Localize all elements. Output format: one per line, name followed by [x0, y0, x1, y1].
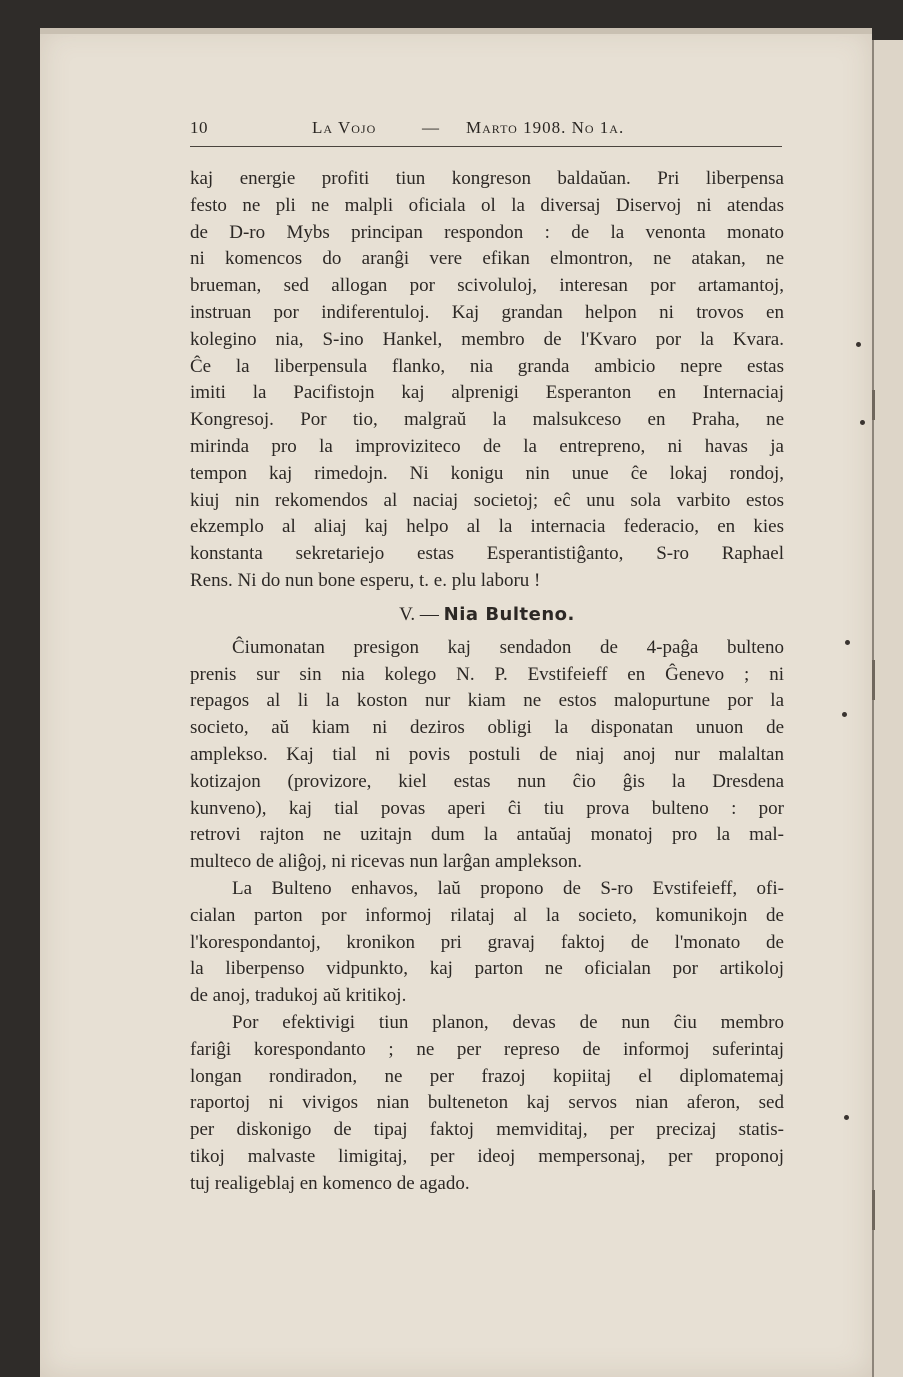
- section-heading: [190, 595, 784, 635]
- text-line: fariĝi korespondanto ; ne per represo de informoj suferintaj: [190, 1038, 784, 1060]
- text-line: societo, aŭ kiam ni deziros obligi la disponatan unuon de: [190, 717, 784, 739]
- text-line: kunveno), kaj tial povas aperi ĉi tiu prova bulteno : por: [190, 797, 784, 819]
- text-line: l'korespondantoj, kronikon pri gravaj faktoj de l'monato de: [190, 931, 784, 953]
- section-title: Nia Bulteno.: [443, 603, 575, 625]
- text-line: instruan por indiferentuloj. Kaj grandan helpon ni trovos en: [190, 301, 784, 323]
- text-line: Por efektivigi tiun planon, devas de nun ĉiu membro: [232, 1011, 784, 1033]
- spine-mark: [872, 1190, 875, 1230]
- text-line: kolegino nia, S-ino Hankel, membro de l'Kvaro por la Kvara.: [190, 328, 784, 350]
- spine-mark: [872, 390, 875, 420]
- paragraph: [190, 1010, 784, 1198]
- text-line: Ĉe la liberpensula flanko, nia granda ambicio nepre estas: [190, 355, 784, 377]
- margin-speck: [842, 712, 847, 717]
- spine-mark: [872, 660, 875, 700]
- paragraph: [190, 876, 784, 1010]
- text-line: konstanta sekretariejo estas Esperantistiĝanto, S-ro Raphael: [190, 543, 784, 565]
- page-number: 10: [190, 118, 208, 137]
- text-line: La Bulteno enhavos, laŭ propono de S-ro Evstifeieff, ofi-: [232, 877, 784, 899]
- margin-speck: [845, 640, 850, 645]
- text-line: ekzemplo al aliaj kaj helpo al la internacia federacio, en kies: [190, 516, 784, 538]
- text-line: kiuj nin rekomendos al naciaj societoj; eĉ unu sola varbito estos: [190, 489, 784, 511]
- text-line: tuj realigeblaj en komenco de agado.: [190, 1172, 470, 1194]
- text-line: kaj energie profiti tiun kongreson baldaŭan. Pri liberpensa: [190, 168, 784, 189]
- paragraph: [190, 635, 784, 876]
- text-line: de anoj, tradukoj aŭ kritikoj.: [190, 985, 407, 1007]
- paragraph: [190, 354, 784, 595]
- article-body: [190, 166, 784, 1197]
- text-line: amplekso. Kaj tial ni povis postuli de niaj anoj nur malaltan: [190, 743, 784, 765]
- text-line: multeco de aliĝoj, ni ricevas nun larĝan amplekson.: [190, 851, 583, 873]
- text-line: Ĉiumonatan presigon kaj sendadon de 4-paĝa bulteno: [232, 636, 784, 658]
- adjacent-page-edge: [872, 40, 903, 1377]
- section-number: V. —: [399, 603, 439, 625]
- text-line: imiti la Pacifistojn kaj alprenigi Esperanton en Internaciaj: [190, 382, 784, 404]
- margin-speck: [856, 342, 861, 347]
- text-line: tikoj malvaste limigitaj, per ideoj mempersonaj, per proponoj: [190, 1145, 784, 1167]
- text-line: kotizajon (provizore, kiel estas nun ĉio ĝis la Dresdena: [190, 770, 784, 792]
- text-line: retrovi rajton ne uzitajn dum la antaŭaj monatoj pro la mal-: [190, 824, 784, 846]
- text-line: tempon kaj rimedojn. Ni konigu nin unue ĉe lokaj rondoj,: [190, 462, 784, 484]
- text-line: Kongresoj. Por tio, malgraŭ la malsukceso en Praha, ne: [190, 409, 784, 431]
- text-line: mirinda pro la improviziteco de la entrepreno, ni havas ja: [190, 435, 784, 457]
- page-top-edge: [40, 28, 872, 34]
- margin-speck: [860, 420, 865, 425]
- text-line: longan rondiradon, ne per frazoj kopiitaj el diplomatemaj: [190, 1065, 784, 1087]
- header-separator: —: [422, 118, 440, 137]
- journal-title: La Vojo: [312, 118, 377, 137]
- issue-date: Marto 1908. No 1a.: [466, 118, 625, 137]
- text-line: per diskonigo de tipaj faktoj memviditaj, per precizaj statis-: [190, 1119, 784, 1141]
- running-header: [150, 118, 782, 142]
- text-line: prenis sur sin nia kolego N. P. Evstifeieff en Ĝenevo ; ni: [190, 663, 784, 685]
- text-line: la liberpenso vidpunkto, kaj parton ne oficialan por artikoloj: [190, 958, 784, 980]
- text-line: raportoj ni vivigos nian bulteneton kaj servos nian aferon, sed: [190, 1092, 784, 1114]
- text-line: repagos al li la koston nur kiam ne estos malopurtune por la: [190, 690, 784, 712]
- text-line: de D-ro Mybs principan respondon : de la venonta monato: [190, 221, 784, 243]
- text-line: brueman, sed allogan por scivoluloj, interesan por artamantoj,: [190, 275, 784, 297]
- text-line: festo ne pli ne malpli oficiala ol la diversaj Diservoj ni atendas: [190, 194, 784, 216]
- text-line: Rens. Ni do nun bone esperu, t. e. plu laboru !: [190, 569, 541, 591]
- paragraph: [190, 166, 784, 354]
- text-line: ni komencos do aranĝi vere efikan elmontron, ne atakan, ne: [190, 248, 784, 270]
- text-line: cialan parton por informoj rilataj al la societo, komunikojn de: [190, 904, 784, 926]
- header-rule: [190, 146, 782, 147]
- margin-speck: [844, 1115, 849, 1120]
